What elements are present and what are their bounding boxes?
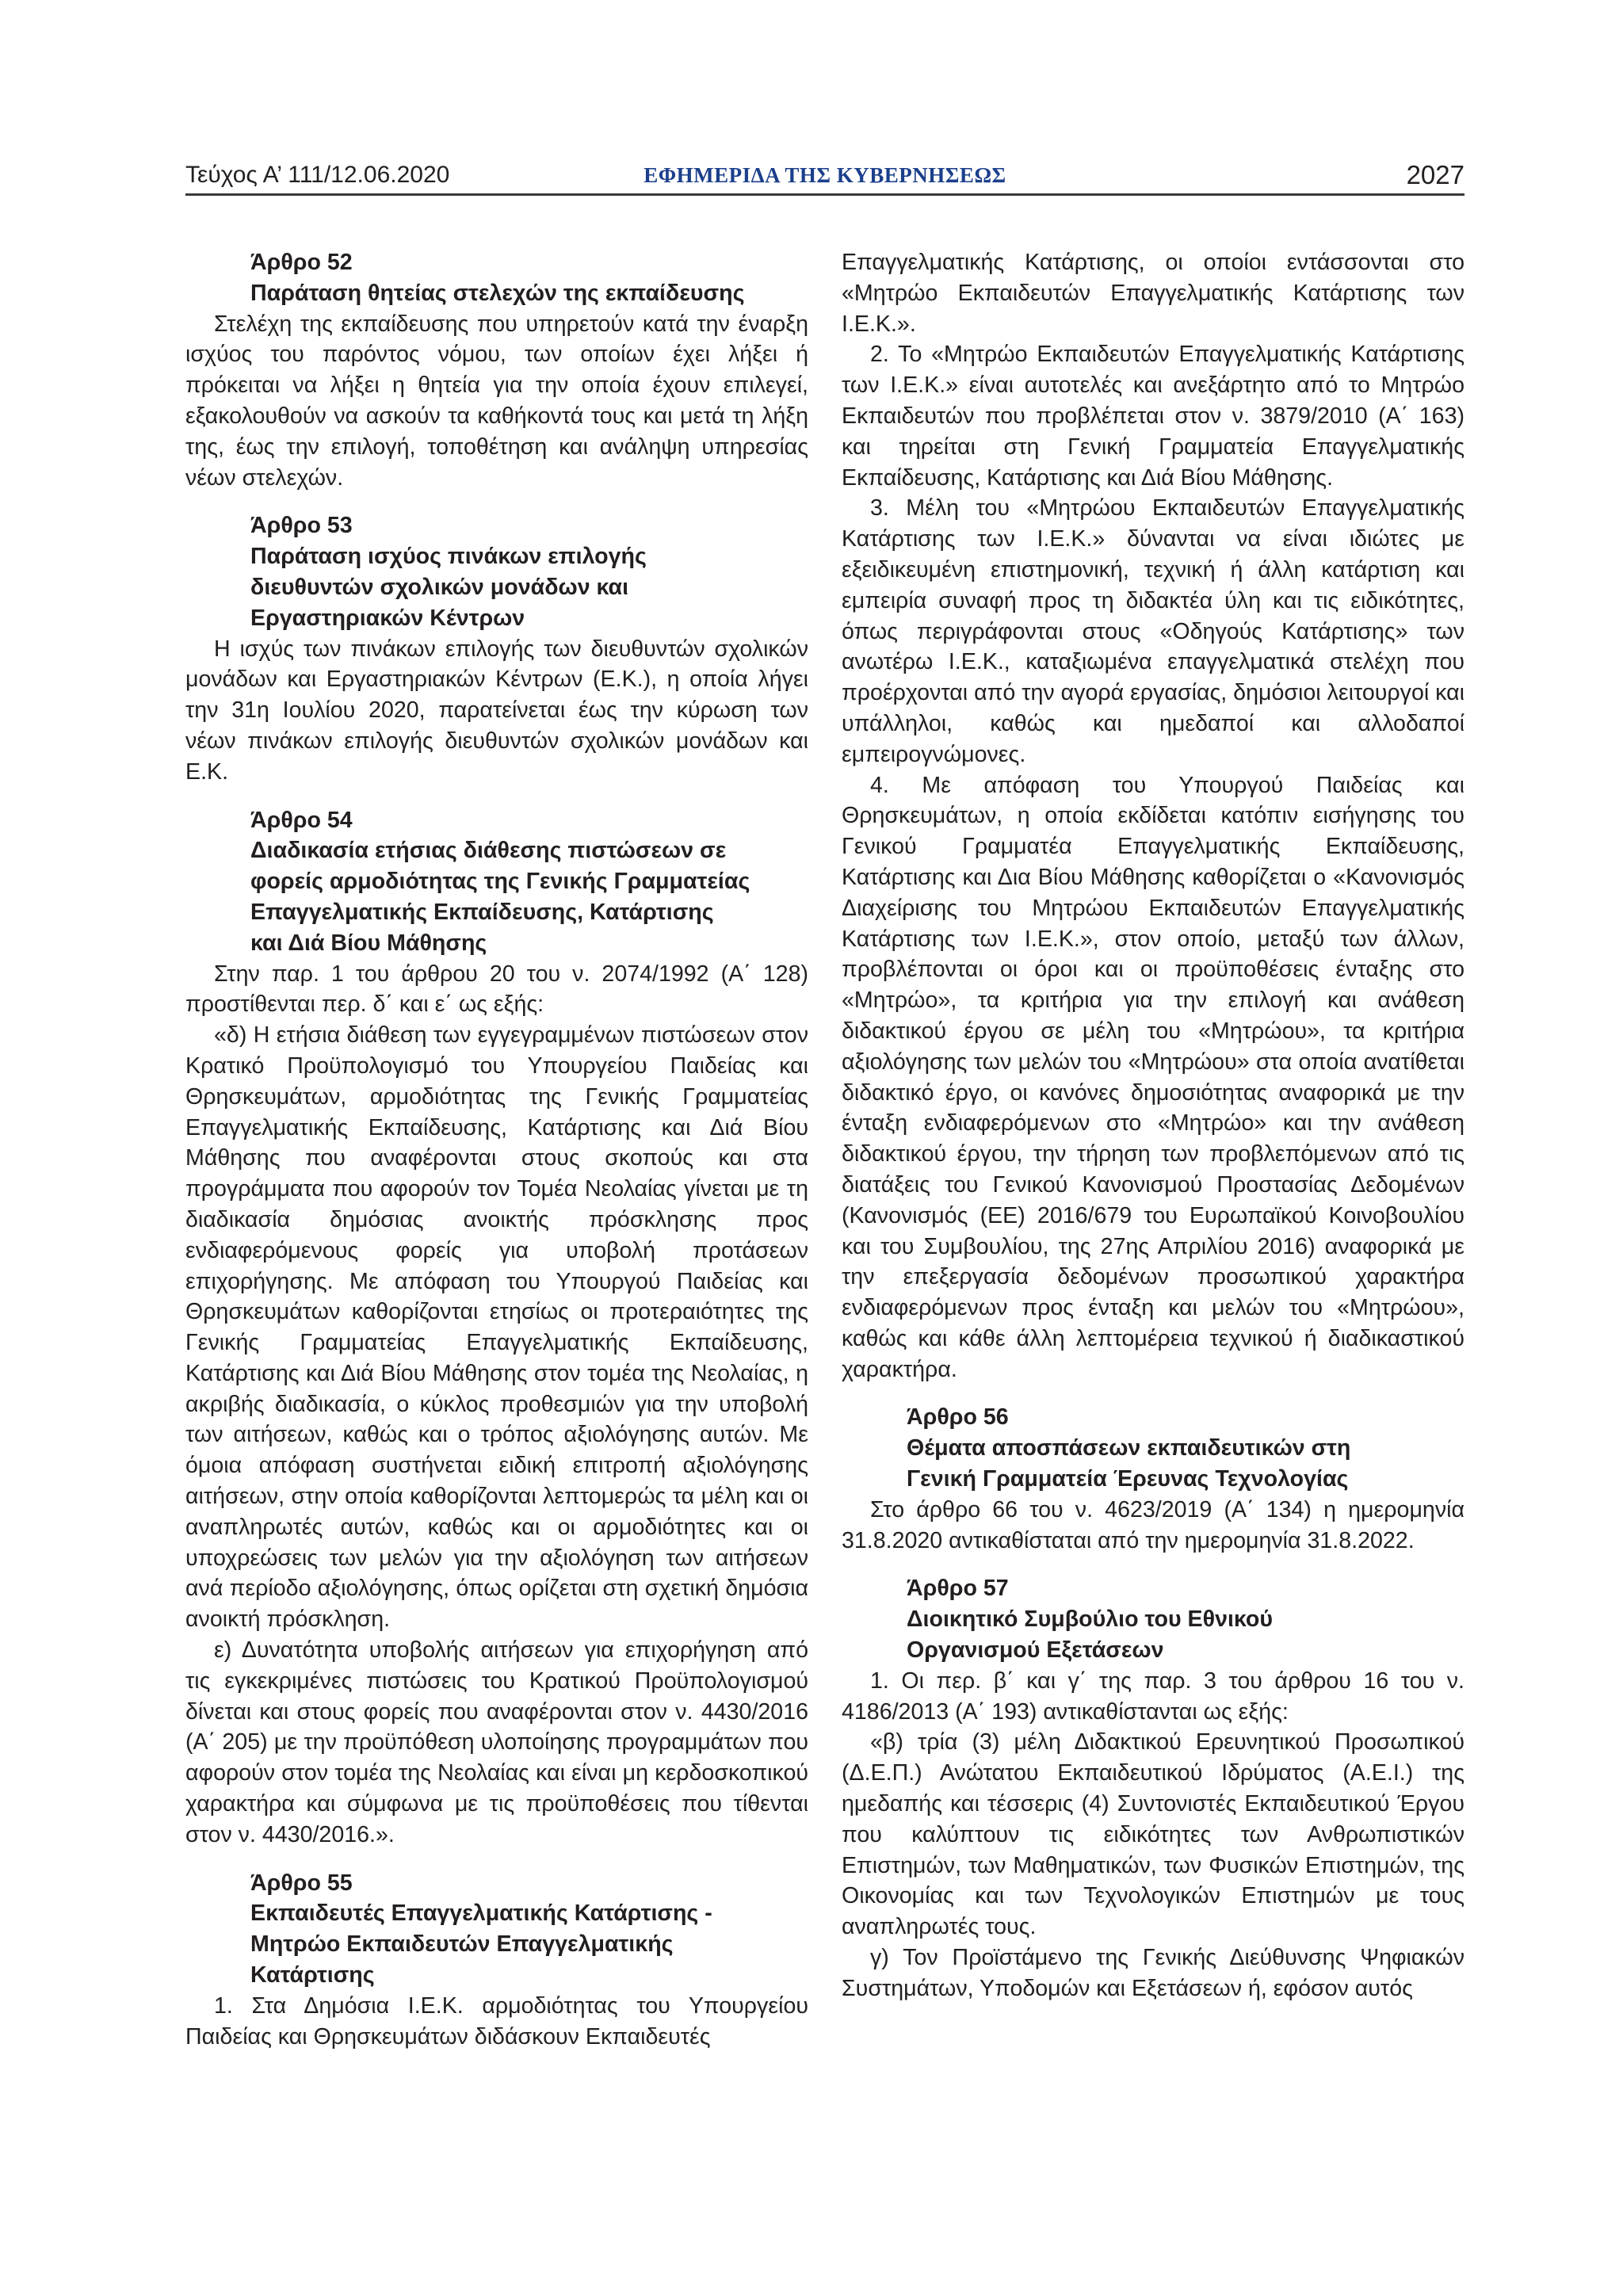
article-54-paragraph: «δ) Η ετήσια διάθεση των εγγεγραμμένων πιστώσεων στον Κρατικό Προϋπολογισμό του Υπουργείου Παιδείας και Θρησκευμάτων, αρμοδιότητας της Γενικής Γραμματείας Επαγγελματικής Εκπαίδευσης, Κατάρτισης και Διά Βίου Μάθησης που αναφέρονται στους σκοπούς και στα προγράμματα που αφορούν τον Τομέα Νεολαίας γίνεται με τη διαδικασία δημόσιας ανοικτής πρόσκλησης προς ενδιαφερόμενους φορείς για υποβολή προτάσεων επιχορήγησης. Με απόφαση του Υπουργού Παιδείας και Θρησκευμάτων καθορίζονται ετησίως οι προτεραιότητες της Γενικής Γραμματείας Επαγγελματικής Εκπαίδευσης, Κατάρτισης και Διά Βίου Μάθησης στον τομέα της Νεολαίας, η ακριβής διαδικασία, ο κύκλος προθεσμιών για την υποβολή των αιτήσεων, καθώς και ο τρόπος αξιολόγησης αυτών. Με όμοια απόφαση συστήνεται ειδική επιτροπή αξιολόγησης αιτήσεων, στην οποία καθορίζονται λεπτομερώς τα μέλη και οι αναπληρωτές αυτών, καθώς και οι αρμοδιότητες και οι υποχρεώσεις των μελών για την αξιολόγηση των αιτήσεων ανά περίοδο αξιολόγησης, όπως ορίζεται στη σχετική δημόσια ανοικτή πρόσκληση. bbox=[185, 1022, 808, 1633]
article-54-title-line: και Διά Βίου Μάθησης bbox=[250, 930, 487, 956]
issue-label: Τεύχος Α’ 111/12.06.2020 bbox=[185, 162, 450, 188]
article-54-paragraph: ε) Δυνατότητα υποβολής αιτήσεων για επιχορήγηση από τις εγκεκριμένες πιστώσεις του Κρατικού Προϋπολογισμού δίνεται και στους φορείς που αναφέρονται στον ν. 4430/2016 (Α΄ 205) με την προϋπόθεση υλοποίησης προγραμμάτων που αφορούν στον τομέα της Νεολαίας και είναι μη κερδοσκοπικού χαρακτήρα και σύμφωνα με τις προϋποθέσεις που τίθενται στον ν. 4430/2016.». bbox=[185, 1637, 808, 1847]
article-56-title-line: Θέματα αποσπάσεων εκπαιδευτικών στη bbox=[907, 1435, 1351, 1461]
header-rule bbox=[185, 193, 1465, 196]
article-57-title-line: Οργανισμού Εξετάσεων bbox=[907, 1637, 1164, 1664]
article-55-continuation: Επαγγελματικής Κατάρτισης, οι οποίοι εντάσσονται στο «Μητρώο Εκπαιδευτών Επαγγελματικής Κατάρτισης των Ι.Ε.Κ.». bbox=[842, 250, 1465, 337]
article-54-title-line: Διαδικασία ετήσιας διάθεσης πιστώσεων σε bbox=[250, 838, 727, 864]
article-53-title-line: Παράταση ισχύος πινάκων επιλογής bbox=[250, 544, 647, 570]
journal-title: ΕΦΗΜΕΡΙΔΑ ΤΗΣ ΚΥΒΕΡΝΗΣΕΩΣ bbox=[643, 163, 1006, 187]
article-57-paragraph: γ) Τον Προϊστάμενο της Γενικής Διεύθυνσης Ψηφιακών Συστημάτων, Υποδομών και Εξετάσεων ή, εφόσον αυτός bbox=[842, 1945, 1465, 2001]
article-57-title-line: Διοικητικό Συμβούλιο του Εθνικού bbox=[907, 1606, 1274, 1633]
article-55-paragraph: 4. Με απόφαση του Υπουργού Παιδείας και Θρησκευμάτων, η οποία εκδίδεται κατόπιν εισήγησης του Γενικού Γραμματέα Επαγγελματικής Εκπαίδευσης, Κατάρτισης και Δια Βίου Μάθησης καθορίζεται ο «Κανονισμός Διαχείρισης του Μητρώου Εκπαιδευτών Επαγγελματικής Κατάρτισης των Ι.Ε.Κ.», στον οποίο, μεταξύ των άλλων, προβλέπονται οι όροι και οι προϋποθέσεις ένταξης στο «Μητρώο», τα κριτήρια για την επιλογή και ανάθεση διδακτικού έργου σε μέλη του «Μητρώου», τα κριτήρια αξιολόγησης των μελών του «Μητρώου» στα οποία ανατίθεται διδακτικό έργο, οι κανόνες δημοσιότητας αναφορικά με την ένταξη ενδιαφερόμενων στο «Μητρώο» και την ανάθεση διδακτικού έργου, την τήρηση των προβλεπόμενων από τις διατάξεις του Γενικού Κανονισμού Προστασίας Δεδομένων (Κανονισμός (ΕΕ) 2016/679 του Ευρωπαϊκού Κοινοβουλίου και του Συμβουλίου, της 27ης Απριλίου 2016) αναφορικά με την επεξεργασία δεδομένων προσωπικού χαρακτήρα ενδιαφερόμενων προς ένταξη και μελών του «Μητρώου», καθώς και κάθε άλλη λεπτομέρεια τεχνικού ή διαδικαστικού χαρακτήρα. bbox=[842, 772, 1465, 1382]
article-52-heading: Άρθρο 52 bbox=[250, 250, 353, 275]
article-54-paragraph: Στην παρ. 1 του άρθρου 20 του ν. 2074/1992 (Α΄ 128) προστίθενται περ. δ΄ και ε΄ ως εξής: bbox=[185, 961, 808, 1018]
article-53-heading: Άρθρο 53 bbox=[250, 513, 353, 539]
page-number: 2027 bbox=[1406, 160, 1465, 189]
article-55-title-line: Κατάρτισης bbox=[250, 1962, 375, 1988]
right-column bbox=[842, 247, 1465, 2004]
article-55-heading: Άρθρο 55 bbox=[250, 1870, 353, 1896]
article-56-paragraph: Στο άρθρο 66 του ν. 4623/2019 (Α΄ 134) η ημερομηνία 31.8.2020 αντικαθίσταται από την ημερομηνία 31.8.2022. bbox=[842, 1496, 1465, 1553]
article-53-title-line: Εργαστηριακών Κέντρων bbox=[250, 605, 525, 631]
article-55-paragraph: 3. Μέλη του «Μητρώου Εκπαιδευτών Επαγγελματικής Κατάρτισης των Ι.Ε.Κ.» δύνανται να είναι ιδιώτες με εξειδικευμένη επιστημονική, τεχνική ή άλλη κατάρτιση και εμπειρία συναφή προς τη διδακτέα ύλη και τις ειδικότητες, όπως περιγράφονται στους «Οδηγούς Κατάρτισης» των ανωτέρω Ι.Ε.Κ., καταξιωμένα επαγγελματικά στελέχη που προέρχονται από την αγορά εργασίας, δημόσιοι λειτουργοί και υπάλληλοι, καθώς και ημεδαποί και αλλοδαποί εμπειρογνώμονες. bbox=[842, 495, 1465, 767]
article-53-paragraph: Η ισχύς των πινάκων επιλογής των διευθυντών σχολικών μονάδων και Εργαστηριακών Κέντρων (Ε.Κ.), η οποία λήγει την 31η Ιουλίου 2020, παρατείνεται έως την κύρωση των νέων πινάκων επιλογής διευθυντών σχολικών μονάδων και Ε.Κ. bbox=[185, 636, 808, 785]
page-header bbox=[185, 157, 1465, 198]
article-53-title-line: διευθυντών σχολικών μονάδων και bbox=[250, 574, 629, 600]
article-52-title-line: Παράταση θητείας στελεχών της εκπαίδευσης bbox=[250, 280, 745, 306]
article-55-title-line: Μητρώο Εκπαιδευτών Επαγγελματικής bbox=[250, 1931, 674, 1958]
article-54-title-line: Επαγγελματικής Εκπαίδευσης, Κατάρτισης bbox=[250, 899, 714, 925]
article-55-title-line: Εκπαιδευτές Επαγγελματικής Κατάρτισης - bbox=[250, 1901, 712, 1927]
article-55-paragraph: 2. Το «Μητρώο Εκπαιδευτών Επαγγελματικής Κατάρτισης των Ι.Ε.Κ.» είναι αυτοτελές και ανεξάρτητο από το Μητρώο Εκπαιδευτών που προβλέπεται στον ν. 3879/2010 (Α΄ 163) και τηρείται στη Γενική Γραμματεία Επαγγελματικής Εκπαίδευσης, Κατάρτισης και Διά Βίου Μάθησης. bbox=[842, 342, 1465, 491]
article-54-title-line: φορείς αρμοδιότητας της Γενικής Γραμματείας bbox=[250, 869, 750, 895]
article-57-paragraph: «β) τρία (3) μέλη Διδακτικού Ερευνητικού Προσωπικού (Δ.Ε.Π.) Ανώτατου Εκπαιδευτικού Ιδρύματος (Α.Ε.Ι.) της ημεδαπής και τέσσερις (4) Συντονιστές Εκπαιδευτικού Έργου που καλύπτουν τις ειδικότητες των Ανθρωπιστικών Επιστημών, των Μαθηματικών, των Φυσικών Επιστημών, της Οικονομίας και των Τεχνολογικών Επιστημών με τους αναπληρωτές τους. bbox=[842, 1729, 1465, 1940]
article-56-title-line: Γενική Γραμματεία Έρευνας Τεχνολογίας bbox=[907, 1466, 1349, 1492]
article-56-heading: Άρθρο 56 bbox=[907, 1404, 1009, 1431]
article-54-heading: Άρθρο 54 bbox=[250, 807, 353, 833]
article-55-paragraph: 1. Στα Δημόσια Ι.Ε.Κ. αρμοδιότητας του Υπουργείου Παιδείας και Θρησκευμάτων διδάσκουν Εκπαιδευτές bbox=[185, 1992, 808, 2050]
article-57-paragraph: 1. Οι περ. β΄ και γ΄ της παρ. 3 του άρθρου 16 του ν. 4186/2013 (Α΄ 193) αντικαθίστανται ως εξής: bbox=[842, 1668, 1465, 1725]
left-column bbox=[185, 247, 808, 2052]
article-52-paragraph: Στελέχη της εκπαίδευσης που υπηρετούν κατά την έναρξη ισχύος του παρόντος νόμου, των οποίων έχει λήξει ή πρόκειται να λήξει η θητεία για την οποία έχουν επιλεγεί, εξακολουθούν να ασκούν τα καθήκοντά τους και μετά τη λήξη της, έως την επιλογή, τοποθέτηση και ανάληψη υπηρεσίας νέων στελεχών. bbox=[185, 311, 808, 491]
article-57-heading: Άρθρο 57 bbox=[907, 1576, 1009, 1602]
